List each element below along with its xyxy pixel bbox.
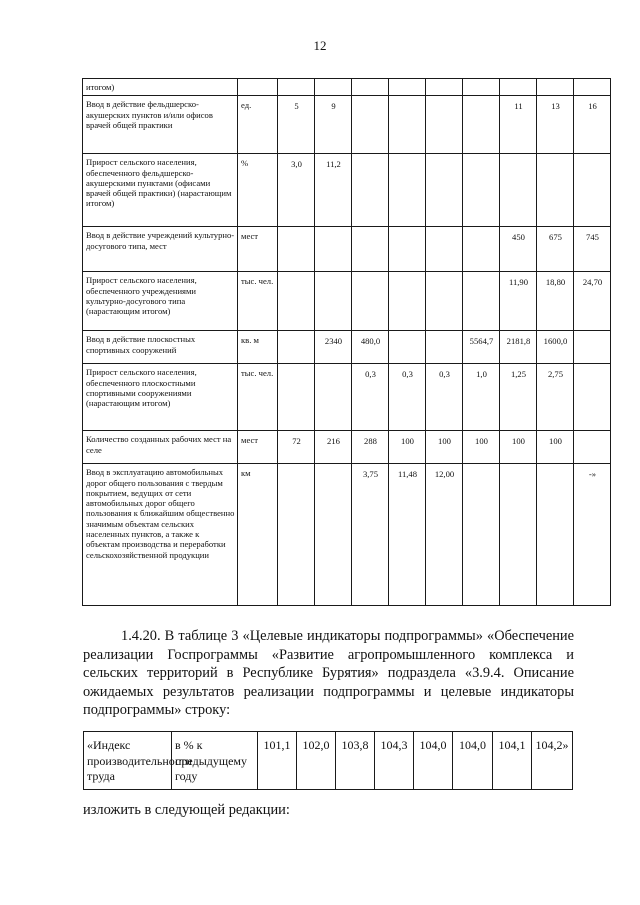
value-cell: 12,00 [426, 464, 463, 606]
value-cell [574, 364, 611, 431]
value-cell: 0,3 [426, 364, 463, 431]
value-cell [389, 79, 426, 96]
indicator-name-cell: Ввод в действие учреждений культурно-досугового типа, мест [83, 227, 238, 272]
value-cell: 100 [426, 431, 463, 464]
value-cell [426, 272, 463, 331]
value-cell [315, 227, 352, 272]
amendment-paragraph [83, 627, 574, 720]
value-cell [389, 227, 426, 272]
value-cell: 100 [389, 431, 426, 464]
value-cell [315, 79, 352, 96]
value-cell: 11 [500, 96, 537, 154]
value-cell [352, 96, 389, 154]
value-cell [315, 364, 352, 431]
value-cell [574, 154, 611, 227]
indicator-name-cell: Количество созданных рабочих мест на селе [83, 431, 238, 464]
value-cell [352, 154, 389, 227]
unit-cell: км [238, 464, 278, 606]
unit-cell: кв. м [238, 331, 278, 364]
table-row [83, 331, 611, 364]
indicator-name-cell: Ввод в действие фельдшерско-акушерских пунктов и/или офисов врачей общей практики [83, 96, 238, 154]
value-cell [426, 154, 463, 227]
value-cell [500, 79, 537, 96]
value-cell [463, 464, 500, 606]
value-cell [426, 331, 463, 364]
value-cell: 9 [315, 96, 352, 154]
value-cell: 101,1 [258, 732, 297, 790]
value-cell [426, 79, 463, 96]
value-cell: 104,0 [414, 732, 453, 790]
value-cell [463, 154, 500, 227]
value-cell: 3,75 [352, 464, 389, 606]
indicator-name-cell: Прирост сельского населения, обеспеченного учреждениями культурно-досугового типа (нарастающим итогом) [83, 272, 238, 331]
unit-cell: ед. [238, 96, 278, 154]
value-cell [389, 154, 426, 227]
value-cell [500, 154, 537, 227]
indicator-name-cell: Прирост сельского населения, обеспеченного плоскостными спортивными сооружениями (нарастающим итогом) [83, 364, 238, 431]
value-cell [537, 464, 574, 606]
value-cell: 11,48 [389, 464, 426, 606]
value-cell: 100 [463, 431, 500, 464]
closing-line: изложить в следующей редакции: [83, 802, 290, 818]
indicators-table-body [83, 79, 611, 606]
value-cell [278, 79, 315, 96]
value-cell: 104,1 [493, 732, 532, 790]
value-cell: 103,8 [336, 732, 375, 790]
indicator-name-cell: Ввод в эксплуатацию автомобильных дорог общего пользования с твердым покрытием, ведущих от сети автомобильных дорог общего пользования к ближайшим общественно значимым объектам сельских населенных пунктов, а также к объектам производства и переработки сельскохозяйственной продукции [83, 464, 238, 606]
value-cell [574, 79, 611, 96]
value-cell [426, 96, 463, 154]
value-cell: 3,0 [278, 154, 315, 227]
value-cell: 2181,8 [500, 331, 537, 364]
unit-cell: в % к предыдущему году [172, 732, 258, 790]
value-cell: 104,2» [532, 732, 573, 790]
table-row [83, 227, 611, 272]
value-cell: 450 [500, 227, 537, 272]
replaced-row-table [83, 731, 573, 790]
value-cell: 18,80 [537, 272, 574, 331]
value-cell [574, 431, 611, 464]
unit-cell [238, 79, 278, 96]
value-cell [537, 154, 574, 227]
value-cell [278, 364, 315, 431]
value-cell: 2340 [315, 331, 352, 364]
table-row [83, 464, 611, 606]
value-cell: 0,3 [389, 364, 426, 431]
indicator-name-cell: итогом) [83, 79, 238, 96]
value-cell: 5564,7 [463, 331, 500, 364]
value-cell: 100 [537, 431, 574, 464]
table-row [83, 96, 611, 154]
value-cell: 480,0 [352, 331, 389, 364]
value-cell: 675 [537, 227, 574, 272]
unit-cell: тыс. чел. [238, 364, 278, 431]
value-cell: 1,25 [500, 364, 537, 431]
indicators-table [82, 78, 611, 606]
value-cell: -» [574, 464, 611, 606]
table-row [83, 154, 611, 227]
value-cell [500, 464, 537, 606]
value-cell: 1600,0 [537, 331, 574, 364]
unit-cell: тыс. чел. [238, 272, 278, 331]
value-cell [426, 227, 463, 272]
indicator-name-cell: Прирост сельского населения, обеспеченного фельдшерско-акушерскими пунктами (офисами врачей общей практики) (нарастающим итогом) [83, 154, 238, 227]
value-cell [278, 331, 315, 364]
value-cell [537, 79, 574, 96]
value-cell: 5 [278, 96, 315, 154]
value-cell [463, 79, 500, 96]
value-cell [278, 272, 315, 331]
value-cell: 288 [352, 431, 389, 464]
value-cell: 0,3 [352, 364, 389, 431]
unit-cell: % [238, 154, 278, 227]
value-cell: 11,90 [500, 272, 537, 331]
value-cell: 745 [574, 227, 611, 272]
value-cell [278, 464, 315, 606]
value-cell [574, 331, 611, 364]
value-cell: 104,3 [375, 732, 414, 790]
value-cell [389, 272, 426, 331]
value-cell: 216 [315, 431, 352, 464]
value-cell: 72 [278, 431, 315, 464]
value-cell: 1,0 [463, 364, 500, 431]
value-cell: 11,2 [315, 154, 352, 227]
table-row [84, 732, 573, 790]
value-cell [352, 272, 389, 331]
unit-cell: мест [238, 431, 278, 464]
value-cell [315, 464, 352, 606]
value-cell [352, 227, 389, 272]
indicator-name-cell: «Индекс производительности труда [84, 732, 172, 790]
value-cell: 16 [574, 96, 611, 154]
value-cell: 102,0 [297, 732, 336, 790]
value-cell [463, 227, 500, 272]
value-cell [463, 96, 500, 154]
indicator-name-cell: Ввод в действие плоскостных спортивных сооружений [83, 331, 238, 364]
value-cell [278, 227, 315, 272]
value-cell [352, 79, 389, 96]
amendment-text: 1.4.20. В таблице 3 «Целевые индикаторы подпрограммы» «Обеспечение реализации Госпрограммы «Развитие агропромышленного комплекса и сельских территорий в Республике Бурятия» подраздела «3.9.4. Описание ожидаемых результатов реализации подпрограммы и целевые индикаторы подпрограммы» строку: [83, 628, 574, 719]
value-cell [389, 96, 426, 154]
page-number: 12 [313, 38, 327, 53]
value-cell: 104,0 [453, 732, 493, 790]
value-cell [389, 331, 426, 364]
value-cell: 2,75 [537, 364, 574, 431]
value-cell: 24,70 [574, 272, 611, 331]
table-row [83, 364, 611, 431]
value-cell [315, 272, 352, 331]
value-cell: 13 [537, 96, 574, 154]
table-row [83, 79, 611, 96]
value-cell: 100 [500, 431, 537, 464]
table-row [83, 431, 611, 464]
table-row [83, 272, 611, 331]
unit-cell: мест [238, 227, 278, 272]
value-cell [463, 272, 500, 331]
